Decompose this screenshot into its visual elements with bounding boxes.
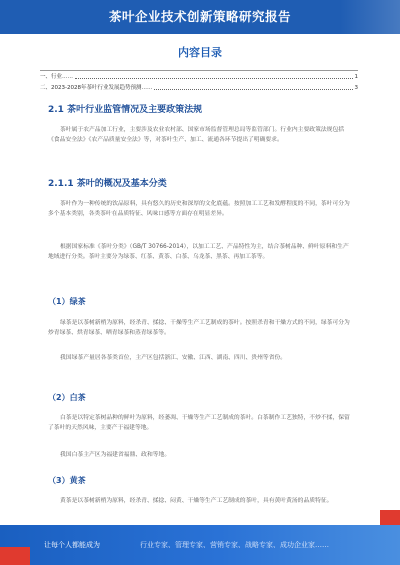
- toc-title: 内容目录: [178, 46, 222, 59]
- toc-divider: [40, 70, 358, 71]
- subheading-white-tea: （2）白茶: [48, 393, 86, 402]
- subheading-yellow-tea: （3）黄茶: [48, 476, 86, 485]
- section-heading-2-1-1: 2.1.1 茶叶的概况及基本分类: [48, 179, 167, 189]
- green-tea-paragraph-2: 我国绿茶产量居各茶类首位，主产区包括浙江、安徽、江西、湖南、四川、贵州等省份。: [60, 355, 287, 361]
- toc-item-page: 1: [354, 74, 358, 80]
- footer-roles: 行业专家、管理专家、营销专家、战略专家、成功企业家……: [140, 541, 329, 549]
- toc-leader: [154, 88, 352, 90]
- footer-accent-block: [380, 510, 400, 525]
- section-2-1-paragraph: 茶叶属于农产品加工行业，主要涉及农业农村部、国家市场监督管理总局等监管部门。行业内主要政策法规包括《食品安全法》《农产品质量安全法》等，对茶叶生产、加工、流通各环节提出了明确要求。: [48, 127, 345, 143]
- toc-item-page: 3: [354, 85, 358, 91]
- toc-leader: [75, 77, 352, 79]
- yellow-tea-paragraph-1: 黄茶是以茶树新梢为原料，经杀青、揉捻、闷黄、干燥等生产工艺制成的茶叶，具有黄叶黄汤的品质特征。: [60, 498, 333, 504]
- section-2-1-1-paragraph-2: 根据国家标准《茶叶分类》（GB/T 30766-2014），以加工工艺、产品特性为主，结合茶树品种、鲜叶原料和生产地域进行分类。茶叶主要分为绿茶、红茶、黄茶、白茶、乌龙茶、黑茶、再加工茶等。: [48, 244, 349, 260]
- green-tea-paragraph-1: 绿茶是以茶树新梢为原料，经杀青、揉捻、干燥等生产工艺制成的茶叶。按照杀青和干燥方式的不同，绿茶可分为炒青绿茶、烘青绿茶、晒青绿茶和蒸青绿茶等。: [48, 320, 350, 336]
- section-2-1-1-paragraph-1: 茶叶作为一种传统的饮品原料，具有悠久的历史和深厚的文化底蕴。按照加工工艺和发酵程度的不同，茶叶可分为多个基本类别，各类茶叶在品质特征、风味口感等方面存在明显差异。: [48, 201, 350, 217]
- report-header: [0, 0, 400, 34]
- footer-slogan: 让每个人都能成为: [44, 541, 100, 549]
- white-tea-paragraph-2: 我国白茶主产区为福建省福鼎、政和等地。: [60, 452, 171, 458]
- toc-item-text: 二、2023-2028年茶叶行业发展趋势预测……: [40, 85, 153, 91]
- toc-item-1[interactable]: [40, 72, 358, 80]
- subheading-green-tea: （1）绿茶: [48, 297, 86, 306]
- toc-item-2[interactable]: [40, 83, 358, 91]
- section-heading-2-1: 2.1 茶叶行业监管情况及主要政策法规: [48, 105, 203, 115]
- footer-banner: [0, 525, 400, 565]
- white-tea-paragraph-1: 白茶是以特定茶树品种的鲜叶为原料，经萎凋、干燥等生产工艺制成的茶叶。白茶制作工艺独特，不炒不揉，保留了茶叶的天然风味，主要产于福建等地。: [48, 415, 350, 431]
- report-title: 茶叶企业技术创新策略研究报告: [108, 9, 291, 24]
- toc-item-text: 一、行业……: [40, 74, 74, 80]
- footer-accent-corner: [0, 547, 30, 565]
